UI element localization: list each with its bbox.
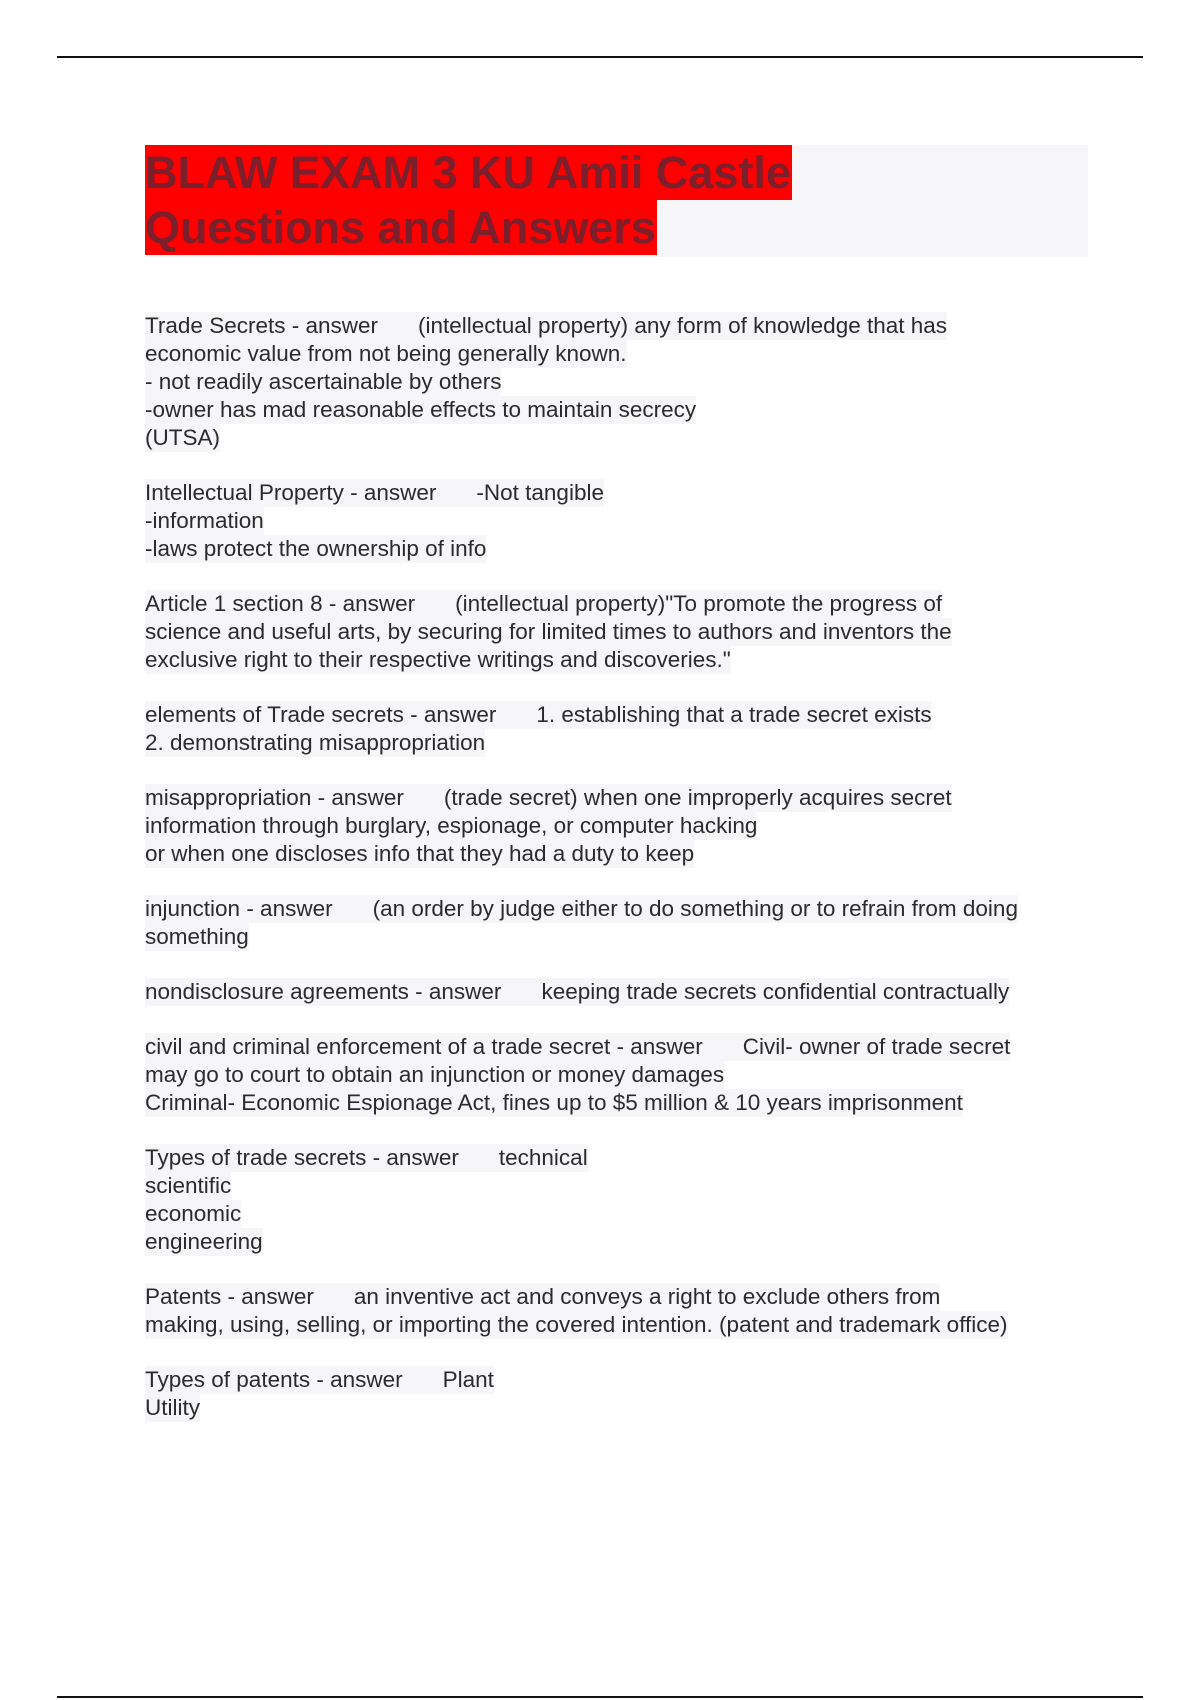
qa-entry <box>145 895 1090 951</box>
question-term: elements of Trade secrets - answer <box>145 702 497 727</box>
answer-text: technical <box>498 1145 588 1170</box>
answer-line: information through burglary, espionage, or computer hacking <box>145 813 758 838</box>
top-rule <box>57 56 1143 58</box>
answer-line: science and useful arts, by securing for limited times to authors and inventors the <box>145 619 952 644</box>
qa-first-line <box>145 1033 1010 1061</box>
answer-line: economic <box>145 1201 242 1226</box>
question-term: Intellectual Property - answer <box>145 480 437 505</box>
qa-entry <box>145 479 1090 563</box>
question-term: Trade Secrets - answer <box>145 313 378 338</box>
qa-entry <box>145 1283 1090 1339</box>
title-line-2: Questions and Answers <box>145 202 656 253</box>
qa-list <box>145 312 1090 1449</box>
answer-text: Civil- owner of trade secret <box>742 1034 1011 1059</box>
qa-entry <box>145 701 1090 757</box>
answer-line: scientific <box>145 1173 232 1198</box>
title-block <box>145 145 1088 257</box>
answer-text: Plant <box>442 1367 494 1392</box>
page-title <box>145 145 1088 255</box>
answer-line: 2. demonstrating misappropriation <box>145 730 486 755</box>
answer-line: -laws protect the ownership of info <box>145 536 487 561</box>
answer-line: Utility <box>145 1395 200 1420</box>
answer-line: -owner has mad reasonable effects to maintain secrecy <box>145 397 697 422</box>
qa-first-line <box>145 312 947 340</box>
qa-first-line <box>145 1283 940 1311</box>
answer-text: -Not tangible <box>476 480 604 505</box>
qa-entry <box>145 1033 1090 1117</box>
qa-entry <box>145 1144 1090 1256</box>
answer-text: (intellectual property) any form of knowledge that has <box>418 313 948 338</box>
question-term: injunction - answer <box>145 896 333 921</box>
answer-line: - not readily ascertainable by others <box>145 369 502 394</box>
question-term: Types of trade secrets - answer <box>145 1145 459 1170</box>
answer-line: (UTSA) <box>145 425 220 450</box>
answer-text: keeping trade secrets confidential contractually <box>541 979 1010 1004</box>
question-term: civil and criminal enforcement of a trade secret - answer <box>145 1034 703 1059</box>
answer-line: making, using, selling, or importing the covered intention. (patent and trademark office) <box>145 1312 1008 1337</box>
answer-text: an inventive act and conveys a right to exclude others from <box>353 1284 941 1309</box>
answer-line: may go to court to obtain an injunction or money damages <box>145 1062 725 1087</box>
answer-text: (intellectual property)"To promote the progress of <box>455 591 943 616</box>
title-line-1: BLAW EXAM 3 KU Amii Castle <box>145 147 791 198</box>
answer-line: -information <box>145 508 264 533</box>
answer-line: or when one discloses info that they had a duty to keep <box>145 841 695 866</box>
qa-first-line <box>145 590 942 618</box>
qa-first-line <box>145 784 952 812</box>
qa-entry <box>145 1366 1090 1422</box>
qa-first-line <box>145 701 932 729</box>
qa-entry <box>145 978 1090 1006</box>
answer-text: (an order by judge either to do something or to refrain from doing <box>372 896 1018 921</box>
answer-line: exclusive right to their respective writings and discoveries." <box>145 647 731 672</box>
qa-entry <box>145 784 1090 868</box>
question-term: Patents - answer <box>145 1284 314 1309</box>
bottom-rule <box>57 1696 1143 1698</box>
answer-line: engineering <box>145 1229 263 1254</box>
question-term: Article 1 section 8 - answer <box>145 591 416 616</box>
question-term: Types of patents - answer <box>145 1367 403 1392</box>
answer-text: (trade secret) when one improperly acquires secret <box>443 785 952 810</box>
answer-line: something <box>145 924 249 949</box>
qa-first-line <box>145 895 1018 923</box>
answer-text: 1. establishing that a trade secret exists <box>536 702 932 727</box>
qa-first-line <box>145 1144 588 1172</box>
question-term: nondisclosure agreements - answer <box>145 979 502 1004</box>
qa-first-line <box>145 978 1009 1006</box>
question-term: misappropriation - answer <box>145 785 404 810</box>
answer-line: economic value from not being generally known. <box>145 341 627 366</box>
qa-first-line <box>145 479 604 507</box>
qa-first-line <box>145 1366 494 1394</box>
qa-entry <box>145 312 1090 452</box>
answer-line: Criminal- Economic Espionage Act, fines up to $5 million & 10 years imprisonment <box>145 1090 963 1115</box>
qa-entry <box>145 590 1090 674</box>
